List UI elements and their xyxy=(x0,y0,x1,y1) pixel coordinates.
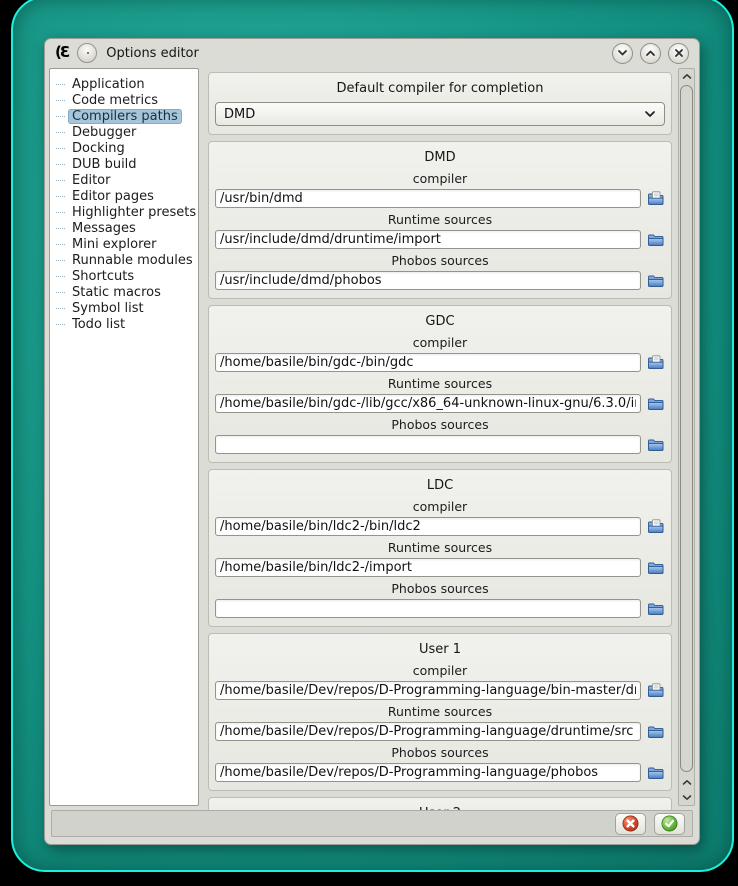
browse-folder-button[interactable] xyxy=(646,395,665,412)
sidebar-item-debugger[interactable] xyxy=(56,124,196,140)
tree-branch xyxy=(56,148,65,149)
user1-runtime-sources-input[interactable] xyxy=(215,722,641,741)
sidebar-item-label: Editor pages xyxy=(72,188,154,204)
ldc-runtime-sources-input[interactable] xyxy=(215,558,641,577)
dialog-footer xyxy=(51,810,693,837)
scrollbar-thumb[interactable] xyxy=(680,85,693,772)
cancel-icon xyxy=(622,815,639,832)
field-row xyxy=(215,189,665,208)
folder-icon xyxy=(647,560,664,575)
tree-branch xyxy=(56,292,65,293)
open-file-icon xyxy=(647,683,664,698)
default-compiler-select[interactable] xyxy=(215,102,665,126)
field-row xyxy=(215,435,665,454)
close-button[interactable] xyxy=(668,43,689,64)
sidebar-item-label: Static macros xyxy=(72,284,161,300)
scrollbar-track[interactable] xyxy=(679,84,694,775)
tree-branch xyxy=(56,100,65,101)
user1-compiler-path-input[interactable] xyxy=(215,681,641,700)
field-row xyxy=(215,517,665,536)
sidebar-item-symbol-list[interactable] xyxy=(56,300,196,316)
sidebar-item-label: Compilers paths xyxy=(68,109,182,124)
sidebar-item-runnable-modules[interactable] xyxy=(56,252,196,268)
accept-button[interactable] xyxy=(654,813,685,835)
sidebar-item-compilers-paths[interactable] xyxy=(56,108,196,124)
compiler-group-dmd xyxy=(208,141,672,299)
open-file-icon xyxy=(647,355,664,370)
close-icon xyxy=(674,48,684,58)
tree-branch xyxy=(56,324,65,325)
tree-branch xyxy=(56,164,65,165)
scroll-down-button[interactable] xyxy=(679,790,694,805)
field-label: compiler xyxy=(412,335,468,350)
folder-icon xyxy=(647,724,664,739)
tree-branch xyxy=(56,308,65,309)
sidebar-item-label: Mini explorer xyxy=(72,236,157,252)
browse-folder-button[interactable] xyxy=(646,231,665,248)
group-title: User 1 xyxy=(418,642,462,657)
chevron-up-icon xyxy=(645,49,656,57)
browse-folder-button[interactable] xyxy=(646,272,665,289)
field-row xyxy=(215,599,665,618)
sidebar-item-label: Docking xyxy=(72,140,125,156)
folder-icon xyxy=(647,437,664,452)
titlebar-menu-button[interactable] xyxy=(77,43,97,63)
group-title: Default compiler for completion xyxy=(336,81,544,96)
gdc-compiler-path-input[interactable] xyxy=(215,353,641,372)
window-title: Options editor xyxy=(106,45,199,61)
browse-file-button[interactable] xyxy=(646,518,665,535)
field-row xyxy=(215,558,665,577)
group-title: LDC xyxy=(426,478,454,493)
tree-branch xyxy=(56,212,65,213)
ldc-compiler-path-input[interactable] xyxy=(215,517,641,536)
browse-folder-button[interactable] xyxy=(646,723,665,740)
window-controls xyxy=(612,43,689,64)
field-row xyxy=(215,681,665,700)
cancel-button[interactable] xyxy=(615,813,646,835)
field-row xyxy=(215,353,665,372)
sidebar-item-label: Shortcuts xyxy=(72,268,135,284)
compilers-paths-panel xyxy=(205,68,695,806)
maximize-button[interactable] xyxy=(640,43,661,64)
default-compiler-group xyxy=(208,72,672,135)
compiler-group-gdc xyxy=(208,305,672,463)
field-label: Phobos sources xyxy=(391,253,489,268)
options-editor-window xyxy=(44,38,700,845)
vertical-scrollbar[interactable] xyxy=(678,68,695,806)
dmd-compiler-path-input[interactable] xyxy=(215,189,641,208)
category-tree xyxy=(49,68,199,806)
sidebar-item-label: Code metrics xyxy=(72,92,159,108)
titlebar[interactable] xyxy=(45,39,699,67)
tree-branch xyxy=(56,244,65,245)
field-label: compiler xyxy=(412,663,468,678)
sidebar-item-mini-explorer[interactable] xyxy=(56,236,196,252)
sidebar-item-label: DUB build xyxy=(72,156,137,172)
sidebar-item-code-metrics[interactable] xyxy=(56,92,196,108)
sidebar-item-label: Highlighter presets xyxy=(72,204,197,220)
selected-compiler-value: DMD xyxy=(224,106,256,122)
ldc-phobos-sources-input[interactable] xyxy=(215,599,641,618)
tree-branch xyxy=(56,180,65,181)
dmd-runtime-sources-input[interactable] xyxy=(215,230,641,249)
field-label: Runtime sources xyxy=(387,540,493,555)
chevron-down-icon xyxy=(617,49,628,57)
sidebar-item-label: Application xyxy=(72,76,145,92)
chevron-down-icon xyxy=(644,110,656,118)
folder-icon xyxy=(647,232,664,247)
field-label: Phobos sources xyxy=(391,745,489,760)
field-label: Runtime sources xyxy=(387,704,493,719)
tree-branch xyxy=(56,84,65,85)
browse-folder-button[interactable] xyxy=(646,600,665,617)
chevron-up-icon xyxy=(682,779,692,786)
field-row xyxy=(215,722,665,741)
sidebar-item-editor[interactable] xyxy=(56,172,196,188)
user1-phobos-sources-input[interactable] xyxy=(215,763,641,782)
browse-folder-button[interactable] xyxy=(646,764,665,781)
scroll-up-button[interactable] xyxy=(679,69,694,84)
open-file-icon xyxy=(647,519,664,534)
sidebar-item-messages[interactable] xyxy=(56,220,196,236)
scroll-up-button-bottom[interactable] xyxy=(679,775,694,790)
sidebar-item-docking[interactable] xyxy=(56,140,196,156)
sidebar-item-label: Runnable modules xyxy=(72,252,193,268)
tree-branch xyxy=(56,116,65,117)
tree-branch xyxy=(56,132,65,133)
folder-icon xyxy=(647,765,664,780)
browse-file-button[interactable] xyxy=(646,354,665,371)
tree-branch xyxy=(56,276,65,277)
sidebar-item-label: Debugger xyxy=(72,124,137,140)
field-label: Runtime sources xyxy=(387,376,493,391)
tree-branch xyxy=(56,196,65,197)
gdc-runtime-sources-input[interactable] xyxy=(215,394,641,413)
folder-icon xyxy=(647,273,664,288)
field-row xyxy=(215,230,665,249)
settings-scrollarea xyxy=(205,68,675,806)
sidebar-item-todo-list[interactable] xyxy=(56,316,196,332)
folder-icon xyxy=(647,601,664,616)
sidebar-item-label: Symbol list xyxy=(72,300,144,316)
tree-branch xyxy=(56,228,65,229)
sidebar-item-label: Todo list xyxy=(72,316,126,332)
browse-file-button[interactable] xyxy=(646,682,665,699)
accept-icon xyxy=(661,815,678,832)
sidebar-item-editor-pages[interactable] xyxy=(56,188,196,204)
compiler-group-ldc xyxy=(208,469,672,627)
group-title: DMD xyxy=(424,150,456,165)
sidebar-item-static-macros[interactable] xyxy=(56,284,196,300)
sidebar-item-dub-build[interactable] xyxy=(56,156,196,172)
field-label: compiler xyxy=(412,499,468,514)
open-file-icon xyxy=(647,191,664,206)
sidebar-item-highlighter-presets[interactable] xyxy=(56,204,196,220)
shade-button[interactable] xyxy=(612,43,633,64)
field-row xyxy=(215,271,665,290)
group-title: GDC xyxy=(425,314,455,329)
field-label: Phobos sources xyxy=(391,417,489,432)
browse-file-button[interactable] xyxy=(646,190,665,207)
browse-folder-button[interactable] xyxy=(646,436,665,453)
field-row xyxy=(215,394,665,413)
tree-branch xyxy=(56,260,65,261)
sidebar-item-application[interactable] xyxy=(56,76,196,92)
sidebar-item-shortcuts[interactable] xyxy=(56,268,196,284)
chevron-up-icon xyxy=(682,73,692,80)
sidebar-item-label: Messages xyxy=(72,220,136,236)
gdc-phobos-sources-input[interactable] xyxy=(215,435,641,454)
field-label: compiler xyxy=(412,171,468,186)
compiler-group-user1 xyxy=(208,633,672,791)
field-label: Phobos sources xyxy=(391,581,489,596)
field-label: Runtime sources xyxy=(387,212,493,227)
field-row xyxy=(215,763,665,782)
browse-folder-button[interactable] xyxy=(646,559,665,576)
content-area xyxy=(49,68,695,806)
folder-icon xyxy=(647,396,664,411)
chevron-down-icon xyxy=(682,794,692,801)
coedit-logo-icon: (Ɛ xyxy=(55,42,69,61)
dmd-phobos-sources-input[interactable] xyxy=(215,271,641,290)
sidebar-item-label: Editor xyxy=(72,172,111,188)
